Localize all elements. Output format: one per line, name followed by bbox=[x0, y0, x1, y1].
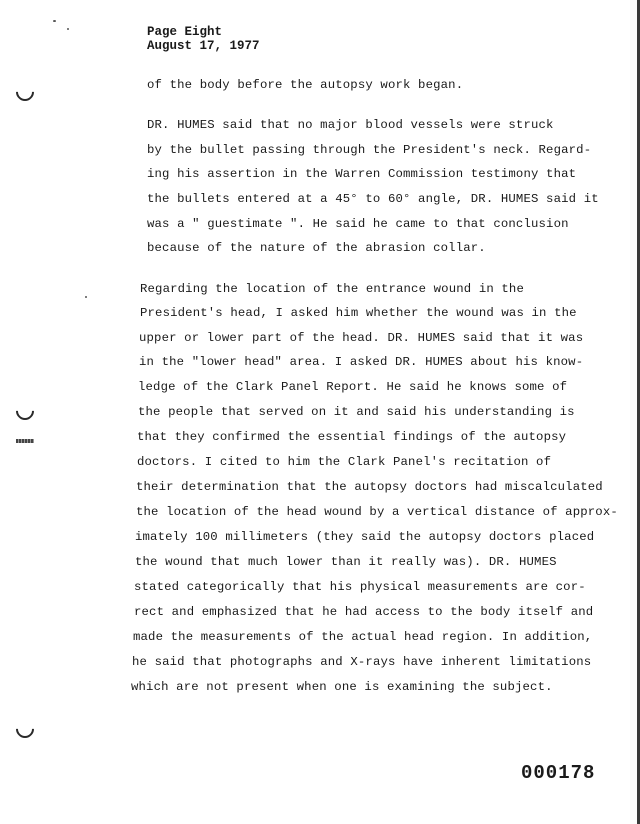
body-line: stated categorically that his physical measurements are cor- bbox=[134, 580, 586, 594]
body-line: by the bullet passing through the President's neck. Regard- bbox=[147, 143, 592, 157]
body-line: the bullets entered at a 45° to 60° angle, DR. HUMES said it bbox=[147, 192, 599, 206]
punch-hole-mark bbox=[12, 716, 37, 741]
document-number: 000178 bbox=[521, 762, 596, 784]
page-label: Page Eight bbox=[147, 25, 223, 39]
body-line: President's head, I asked him whether the wound was in the bbox=[140, 306, 577, 320]
punch-hole-mark bbox=[12, 79, 37, 104]
scan-smudge bbox=[16, 439, 34, 443]
body-line: ing his assertion in the Warren Commission testimony that bbox=[147, 167, 577, 181]
body-line: the people that served on it and said his understanding is bbox=[138, 405, 575, 419]
body-line: Regarding the location of the entrance wound in the bbox=[140, 282, 524, 296]
body-line: their determination that the autopsy doctors had miscalculated bbox=[136, 480, 603, 494]
body-line: that they confirmed the essential findings of the autopsy bbox=[137, 430, 567, 444]
body-line: because of the nature of the abrasion collar. bbox=[147, 241, 486, 255]
body-line: DR. HUMES said that no major blood vessels were struck bbox=[147, 118, 554, 132]
body-line: the wound that much lower than it really was). DR. HUMES bbox=[135, 555, 557, 569]
body-line: was a " guestimate ". He said he came to that conclusion bbox=[147, 217, 569, 231]
scan-speck bbox=[85, 296, 87, 298]
page-header bbox=[147, 25, 260, 53]
body-line: which are not present when one is examining the subject. bbox=[131, 680, 553, 694]
body-line: rect and emphasized that he had access to the body itself and bbox=[134, 605, 594, 619]
scan-speck bbox=[53, 20, 56, 22]
body-line: imately 100 millimeters (they said the autopsy doctors placed bbox=[135, 530, 595, 544]
page-date: August 17, 1977 bbox=[147, 39, 260, 53]
body-line: the location of the head wound by a vertical distance of approx- bbox=[136, 505, 618, 519]
body-line: in the "lower head" area. I asked DR. HUMES about his know- bbox=[139, 355, 584, 369]
body-line: of the body before the autopsy work began. bbox=[147, 78, 464, 92]
scan-speck bbox=[67, 28, 69, 30]
body-line: doctors. I cited to him the Clark Panel's recitation of bbox=[137, 455, 552, 469]
body-line: he said that photographs and X-rays have inherent limitations bbox=[132, 655, 592, 669]
body-line: made the measurements of the actual head region. In addition, bbox=[133, 630, 593, 644]
body-line: upper or lower part of the head. DR. HUMES said that it was bbox=[139, 331, 584, 345]
body-line: ledge of the Clark Panel Report. He said he knows some of bbox=[138, 380, 568, 394]
punch-hole-mark bbox=[12, 398, 37, 423]
